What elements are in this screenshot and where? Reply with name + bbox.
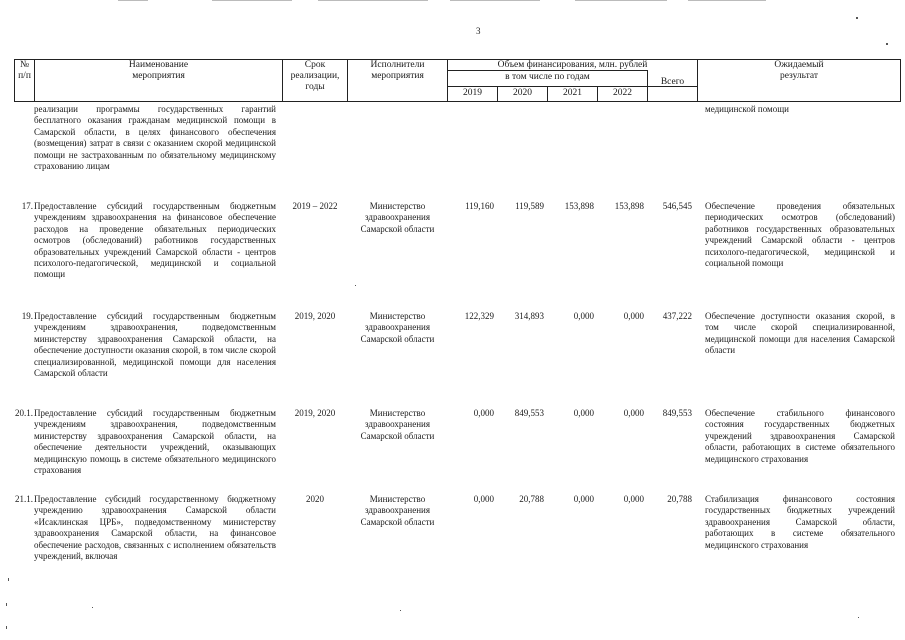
scan-speck bbox=[886, 43, 888, 45]
row-value-2022: 0,000 bbox=[623, 408, 644, 418]
scan-speck bbox=[6, 603, 7, 606]
scan-speck bbox=[858, 617, 859, 618]
row-result: Обеспечение стабильного финансового состояния государственных бюджетных учреждений здравоохранения Самарской области, работающих в системе обязательного медицинского страхования bbox=[705, 408, 895, 464]
header-col-by-years: в том числе по годам bbox=[505, 72, 590, 82]
row-number: 20.1. bbox=[15, 408, 33, 418]
header-year-2021: 2021 bbox=[563, 88, 582, 98]
header-col-no: № п/п bbox=[18, 60, 31, 81]
row-number: 19. bbox=[21, 311, 33, 321]
header-col-term: Срок реализации, годы bbox=[290, 60, 340, 92]
row-name: Предоставление субсидий государственным бюджетным учреждениям здравоохранения, подведомственным министерству здравоохранения Самарской области, на обеспечение доступности оказания скорой, в том числе скорой специализированной, медицинской помощи для населения Самарской области bbox=[34, 311, 276, 379]
row-value-2022: 153,898 bbox=[614, 201, 644, 211]
header-col-result: Ожидаемый результат bbox=[774, 60, 824, 81]
scan-speck bbox=[6, 626, 7, 629]
continuation-result: медицинской помощи bbox=[705, 104, 789, 114]
scan-speck bbox=[8, 578, 9, 581]
row-value-2020: 20,788 bbox=[519, 494, 544, 504]
row-value-2019: 122,329 bbox=[464, 311, 494, 321]
row-number: 17. bbox=[21, 201, 33, 211]
row-value-2020: 849,553 bbox=[514, 408, 544, 418]
row-name: Предоставление субсидий государственным бюджетным учреждениям здравоохранения, подведомственным министерству здравоохранения Самарской области, на обеспечение деятельности учреждений, оказывающих медицинскую помощь в системе обязательного медицинского страхования bbox=[34, 408, 276, 476]
row-value-2020: 314,893 bbox=[514, 311, 544, 321]
row-executor: Министерство здравоохранения Самарской области bbox=[360, 311, 435, 344]
row-total: 437,222 bbox=[662, 311, 692, 321]
header-year-2022: 2022 bbox=[613, 88, 632, 98]
scan-speck bbox=[856, 17, 858, 19]
row-value-2019: 119,160 bbox=[465, 201, 494, 211]
row-number: 21.1. bbox=[15, 494, 33, 504]
row-executor: Министерство здравоохранения Самарской области bbox=[360, 201, 435, 234]
header-year-2020: 2020 bbox=[513, 88, 532, 98]
header-col-executor: Исполнители мероприятия bbox=[370, 60, 425, 81]
row-value-2022: 0,000 bbox=[623, 494, 644, 504]
scan-edge-line bbox=[118, 0, 148, 1]
scan-speck bbox=[400, 610, 401, 611]
row-result: Обеспечение доступности оказания скорой, в том числе скорой специализированной, медицинской помощи для населения Самарской области bbox=[705, 311, 895, 356]
scan-edge-line bbox=[212, 0, 292, 1]
row-executor: Министерство здравоохранения Самарской области bbox=[360, 494, 435, 527]
row-total: 546,545 bbox=[662, 201, 692, 211]
continuation-name: реализации программы государственных гарантий бесплатного оказания гражданам медицинской помощи в Самарской области, в целях финансового обеспечения (возмещения) затрат в связи с оказанием скорой медицинской помощи не застрахованным по обязательному медицинскому страхованию лицам bbox=[34, 104, 276, 172]
header-col-name: Наименование мероприятия bbox=[128, 60, 189, 81]
scan-edge-line bbox=[318, 0, 428, 1]
page-number: 3 bbox=[476, 26, 481, 36]
row-value-2021: 0,000 bbox=[573, 311, 594, 321]
row-value-2019: 0,000 bbox=[473, 408, 494, 418]
row-name: Предоставление субсидий государственным бюджетным учреждениям здравоохранения на финансовое обеспечение расходов на проведение обязательных периодических осмотров (обследований) работников государственных образовательных учреждений Самарской области - центров психолого-педагогической, медицинской и социальной помощи bbox=[34, 201, 276, 280]
row-result: Стабилизация финансового состояния государственных бюджетных учреждений здравоохранения Самарской области, работающих в системе обязательного медицинского страхования bbox=[705, 494, 895, 550]
row-value-2022: 0,000 bbox=[623, 311, 644, 321]
row-total: 20,788 bbox=[667, 494, 692, 504]
row-term: 2019, 2020 bbox=[294, 311, 336, 321]
scan-edge-line bbox=[450, 0, 540, 1]
row-total: 849,553 bbox=[662, 408, 692, 418]
row-term: 2019, 2020 bbox=[294, 408, 336, 418]
row-result: Обеспечение проведения обязательных периодических осмотров (обследований) работников государственных образовательных учреждений Самарской области - центров психолого-педагогической, медицинской и социальной помощи bbox=[705, 201, 895, 269]
row-value-2019: 0,000 bbox=[473, 494, 494, 504]
header-year-2019: 2019 bbox=[463, 88, 482, 98]
row-value-2021: 0,000 bbox=[573, 408, 594, 418]
scan-speck bbox=[355, 285, 356, 286]
row-executor: Министерство здравоохранения Самарской области bbox=[360, 408, 435, 441]
header-col-funding: Объем финансирования, млн. рублей bbox=[497, 60, 648, 70]
row-value-2020: 119,589 bbox=[515, 201, 544, 211]
row-term: 2020 bbox=[306, 494, 324, 504]
scan-edge-line bbox=[688, 0, 766, 1]
scan-speck bbox=[92, 607, 93, 608]
row-term: 2019 – 2022 bbox=[292, 201, 338, 211]
row-value-2021: 0,000 bbox=[573, 494, 594, 504]
row-name: Предоставление субсидий государственному бюджетному учреждению здравоохранения Самарской области «Исаклинская ЦРБ», подведомственному министерству здравоохранения Самарской области, на финансовое обеспечение расходов, связанных с исполнением обязательств учреждений, включая bbox=[34, 494, 276, 562]
scan-edge-line bbox=[575, 0, 667, 1]
row-value-2021: 153,898 bbox=[564, 201, 594, 211]
header-col-total: Всего bbox=[660, 77, 685, 87]
